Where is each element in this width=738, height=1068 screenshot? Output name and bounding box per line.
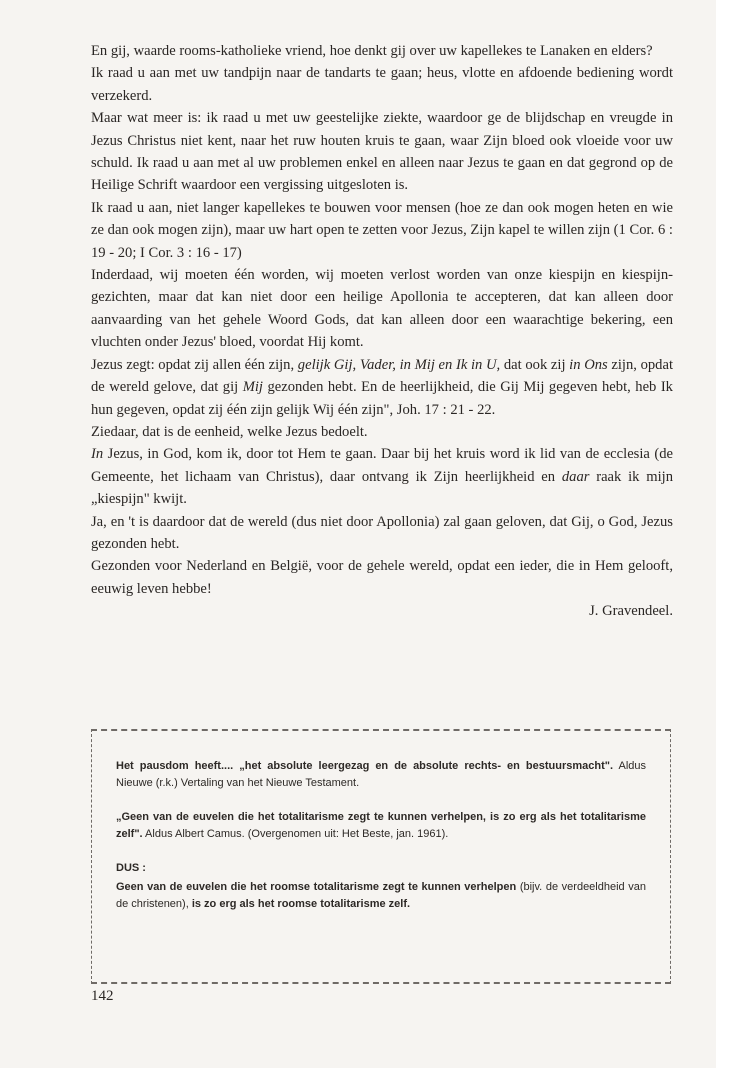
paragraph-8-italic-1: In — [91, 446, 104, 463]
paragraph-10: Gezonden voor Nederland en België, voor de gehele wereld, opdat een ieder, die in Hem gelooft, eeuwig leven hebbe! — [91, 558, 673, 597]
paragraph-8-part-b: raak ik mijn „kiespijn" kwijt. — [91, 468, 673, 508]
signature: J. Gravendeel. — [589, 603, 673, 620]
paragraph-3: Maar wat meer is: ik raad u met uw geestelijke ziekte, waardoor ge de blijdschap en vreugde in Jezus Christus niet kent, naar het ruw houten kruis te gaan, waar Zijn bloed ook vloeide voor uw schuld. Ik raad u aan met al uw problemen enkel en alleen naar Jezus te gaan en dat gegrond op de Heilige Schrift waardoor een vergissing uitgesloten is. — [91, 110, 673, 194]
paragraph-1: En gij, waarde rooms-katholieke vriend, hoe denkt gij over uw kapellekes te Lanaken en elders? — [91, 43, 653, 59]
paragraph-6-italic-2: in Ons — [569, 356, 608, 373]
paragraph-6-italic-3: Mij — [242, 379, 263, 396]
quote-1-bold: Het pausdom heeft.... „het absolute leergezag en de absolute rechts- en bestuursmacht". — [116, 760, 614, 772]
page-margin — [716, 0, 738, 1068]
article-body — [91, 40, 673, 623]
quote-box — [91, 729, 671, 984]
paragraph-2: Ik raad u aan met uw tandpijn naar de tandarts te gaan; heus, vlotte en afdoende bediening wordt verzekerd. — [91, 65, 673, 104]
paragraph-6-part-b: dat ook zij — [500, 356, 570, 373]
paragraph-6-part-a: Jezus zegt: opdat zij allen één zijn, — [91, 356, 298, 373]
conclusion-bold-1: Geen van de euvelen die het roomse totalitarisme zegt te kunnen verhelpen — [116, 881, 517, 893]
conclusion-middle: (bijv. de verdeeldheid van de christenen), — [116, 881, 646, 910]
conclusion-label-text: DUS : — [116, 862, 146, 874]
quote-2-bold: „Geen van de euvelen die het totalitarisme zegt te kunnen verhelpen, is zo erg als het totalitarisme zelf". — [116, 811, 646, 840]
paragraph-5: Inderdaad, wij moeten één worden, wij moeten verlost worden van onze kiespijn en kiespijn-gezichten, maar dat kan niet door een heilige Apollonia te accepteren, dat kan alleen door aanvaarding van het gehele Woord Gods, dat kan alleen door een waarachtige bekering, een vluchten onder Jezus' bloed, voordat Hij komt. — [91, 267, 673, 351]
paragraph-8-part-a: Jezus, in God, kom ik, door tot Hem te gaan. Daar bij het kruis word ik lid van de ecclesia (de Gemeente, het lichaam van Christus), daar ontvang ik Zijn heerlijkheid en — [91, 446, 673, 485]
conclusion-label — [116, 860, 646, 877]
paragraph-8 — [91, 443, 673, 510]
conclusion — [116, 879, 646, 913]
paragraph-9: Ja, en 't is daardoor dat de wereld (dus niet door Apollonia) zal gaan geloven, dat Gij, o God, Jezus gezonden hebt. — [91, 513, 673, 552]
paragraph-4: Ik raad u aan, niet langer kapellekes te bouwen voor mensen (hoe ze dan ook mogen heten en wie ze dan ook mogen zijn), maar uw hart open te zetten voor Jezus, Zijn kapel te willen zijn (1 Cor. 6 : 19 - 20; I Cor. 3 : 16 - 17) — [91, 199, 673, 261]
conclusion-bold-2: is zo erg als het roomse totalitarisme zelf. — [191, 898, 411, 910]
quote-2-source: Aldus Albert Camus. (Overgenomen uit: Het Beste, jan. 1961). — [142, 828, 449, 840]
paragraph-8-italic-2: daar — [561, 468, 590, 485]
paragraph-6-part-c: zijn, opdat de wereld gelove, dat gij — [91, 356, 674, 396]
quote-1-source: Aldus Nieuwe (r.k.) Vertaling van het Nieuwe Testament. — [116, 760, 646, 789]
quote-2 — [116, 809, 646, 843]
paragraph-6-part-d: gezonden hebt. En de heerlijkheid, die Gij Mij gegeven hebt, heb Ik hun gegeven, opdat zij één zijn gelijk Wij één zijn", Joh. 17 : 21 - 22. — [91, 379, 673, 418]
paragraph-6-italic-1: gelijk Gij, Vader, in Mij en Ik in U, — [297, 356, 501, 373]
paragraph-6 — [91, 354, 673, 421]
paragraph-7: Ziedaar, dat is de eenheid, welke Jezus bedoelt. — [91, 423, 368, 440]
page-number: 142 — [91, 988, 114, 1004]
quote-1 — [116, 758, 646, 792]
